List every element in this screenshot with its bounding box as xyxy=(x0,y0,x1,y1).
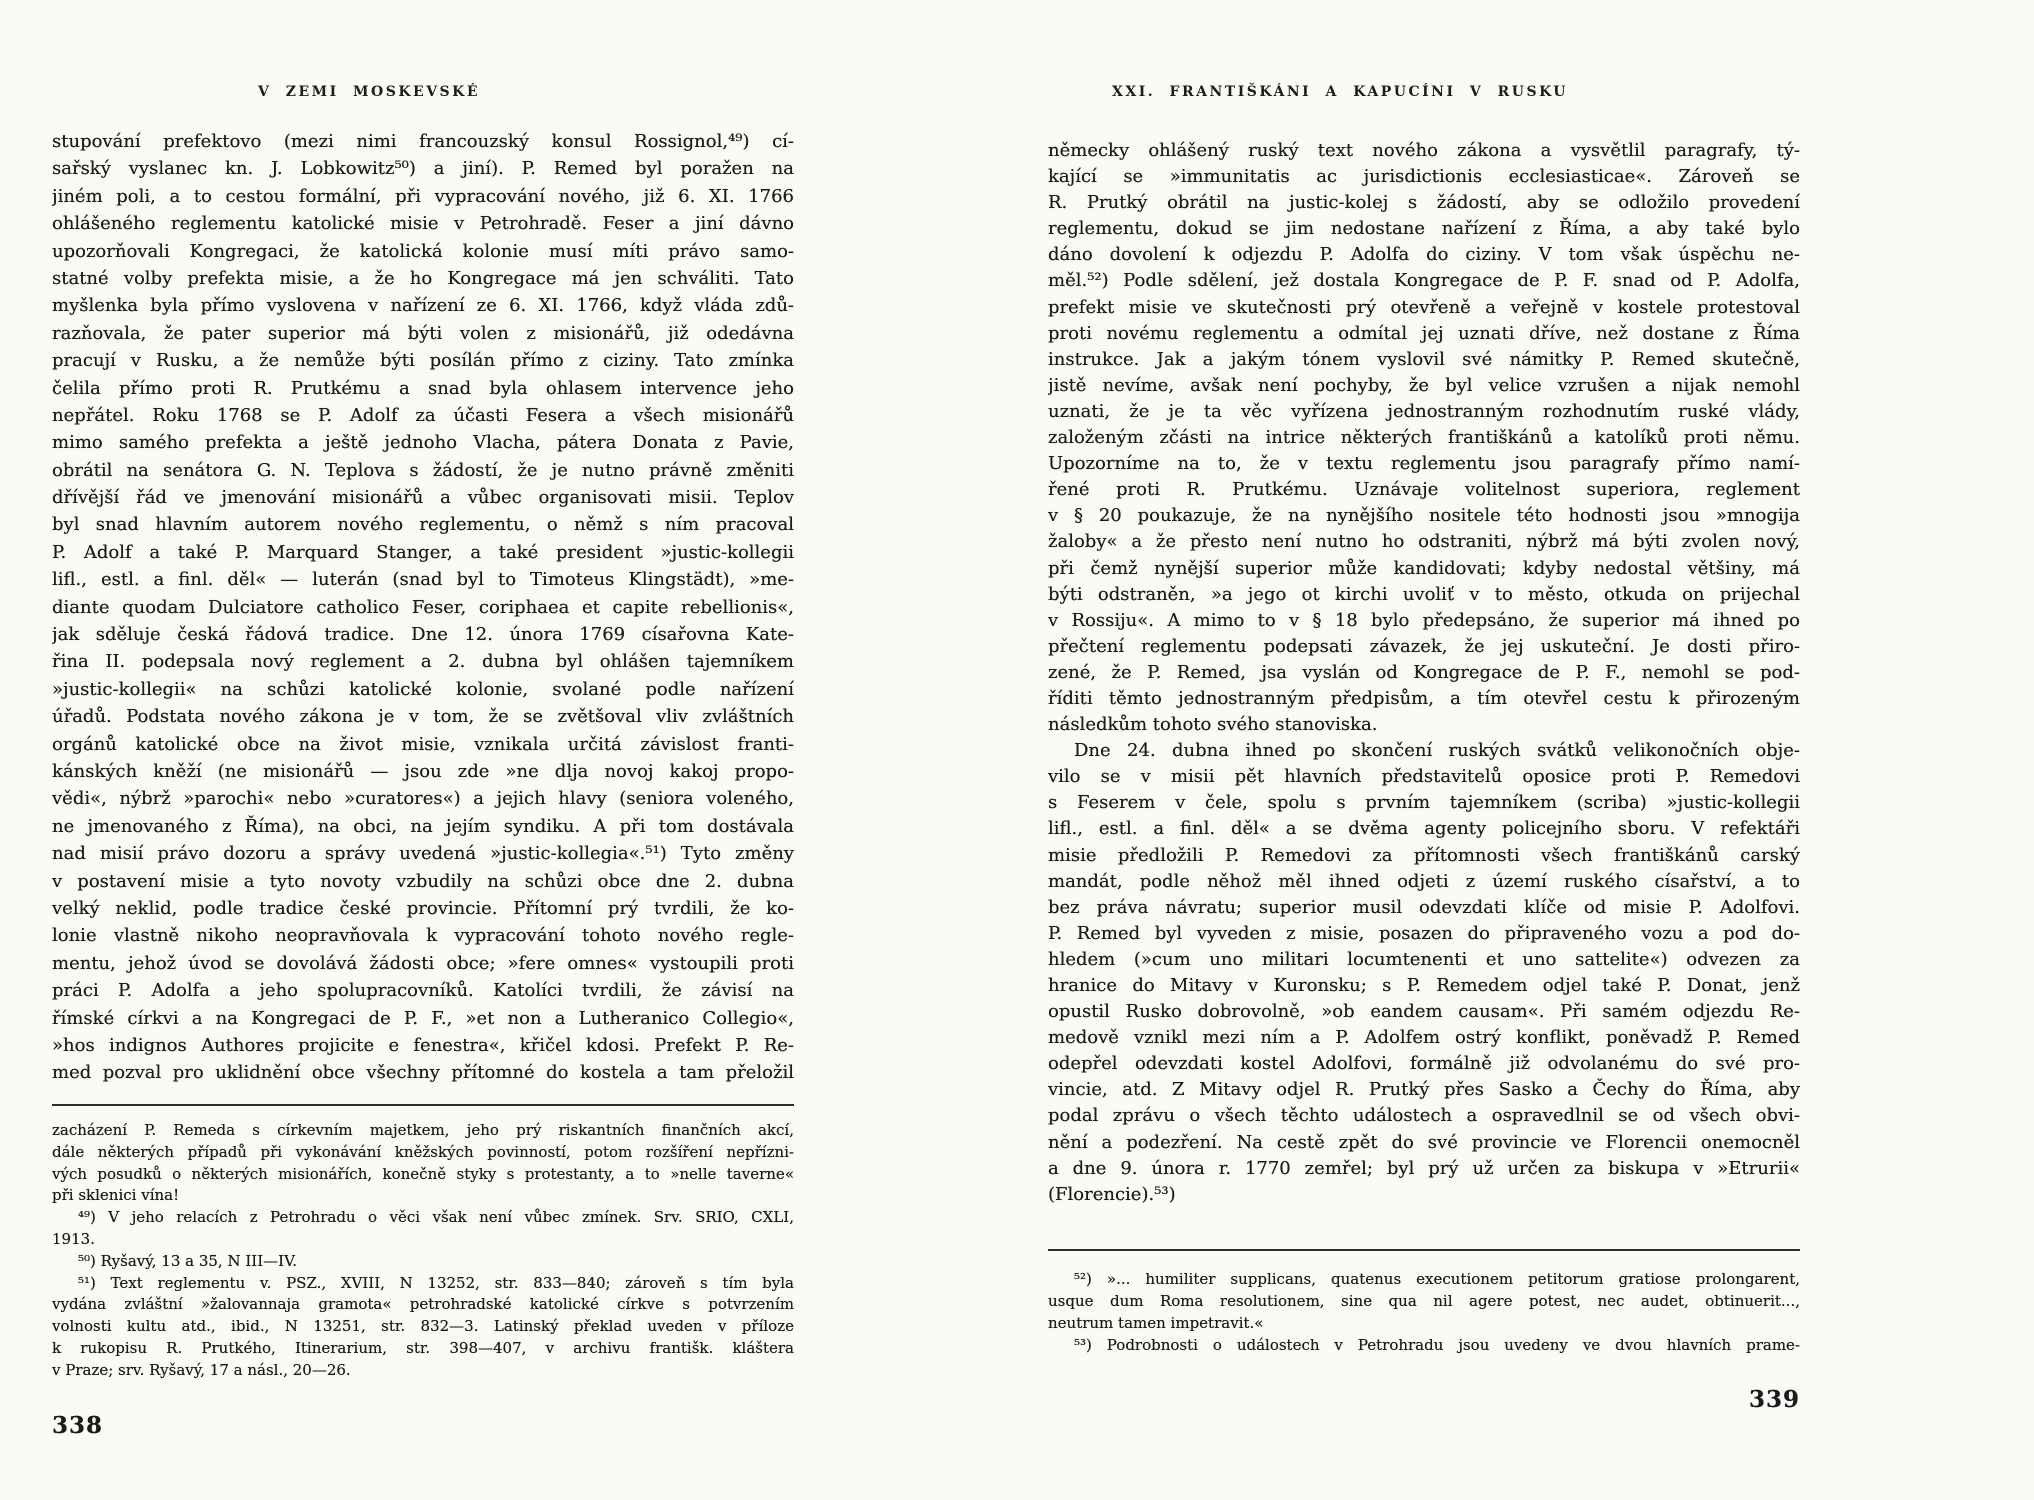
text-line: přečtení reglementu podepsati závazek, že jej uskuteční. Je dosti přiro- xyxy=(1048,635,1800,657)
right-page-number: 339 xyxy=(1748,1386,1800,1413)
text-line: práci P. Adolfa a jeho spolupracovníků. Katolíci tvrdili, že závisí na xyxy=(52,980,794,1002)
text-line: dále některých případů při vykonávání kněžských povinností, potom rozšíření nepřízni- xyxy=(52,1142,794,1161)
text-line: Upozorníme na to, že v textu reglementu jsou paragrafy přímo namí- xyxy=(1048,453,1800,475)
text-line: kánských kněží (ne misionářů — jsou zde »ne dlja novoj kakoj propo- xyxy=(52,760,794,782)
text-line: mentu, jehož úvod se dovolává žádosti obce; »fere omnes« vystoupili proti xyxy=(52,952,794,974)
text-line: kající se »immunitatis ac jurisdictionis ecclesiasticae«. Zároveň se xyxy=(1048,166,1800,188)
text-line: v Praze; srv. Ryšavý, 17 a násl., 20—26. xyxy=(52,1360,351,1379)
text-line: k rukopisu R. Prutkého, Itinerarium, str. 398—407, v archivu františk. kláštera xyxy=(52,1338,794,1357)
text-line: »hos indignos Authores projicite e fenestra«, křičel kdosi. Prefekt P. Re- xyxy=(52,1034,794,1056)
text-line: hledem (»cum uno militari locumtenenti et uno sattelite«) odvezen za xyxy=(1048,948,1800,970)
text-line: P. Remed byl vyveden z misie, posazen do připraveného vozu a pod do- xyxy=(1048,922,1800,944)
text-line: myšlenka byla přímo vyslovena v nařízení ze 6. XI. 1766, když vláda zdů- xyxy=(52,295,794,317)
right-footnotes xyxy=(1048,1268,1800,1356)
right-body-text xyxy=(1048,138,1800,1208)
text-line: řené proti R. Prutkému. Uznávaje volitelnost superiora, reglement xyxy=(1048,479,1800,501)
text-line: (Florencie).⁵³) xyxy=(1048,1183,1176,1205)
text-line: jiném poli, a to cestou formální, při vypracování nového, již 6. XI. 1766 xyxy=(52,185,794,207)
text-line: prefekt misie ve skutečnosti prý otevřeně a veřejně v kostele protestoval xyxy=(1048,296,1800,318)
text-line: odepřel odevzdati kostel Adolfovi, formálně již odvolanému do své pro- xyxy=(1048,1053,1800,1075)
text-line: úřadů. Podstata nového zákona je v tom, že se zvětšoval vliv zvláštních xyxy=(52,706,794,728)
text-line: proti novému reglementu a odmítal jej uznati dříve, než dostane z Říma xyxy=(1048,322,1800,344)
text-line: čelila přímo proti R. Prutkému a snad byla ohlasem intervence jeho xyxy=(52,377,794,399)
text-line: ⁵³) Podrobnosti o událostech v Petrohradu jsou uvedeny ve dvou hlavních prame- xyxy=(1074,1336,1800,1354)
text-line: vilo se v misii pět hlavních představitelů oposice proti P. Remedovi xyxy=(1048,766,1800,788)
text-line: při čemž nynější superior může kandidovati; kdyby nedostal většiny, má xyxy=(1048,557,1800,579)
left-page xyxy=(52,0,794,1500)
text-line: a dne 9. února r. 1770 zemřel; byl prý už určen za biskupa v »Etrurii« xyxy=(1048,1157,1800,1179)
text-line: dřívější řád ve jmenování misionářů a vůbec organisovati misii. Teplov xyxy=(52,487,794,509)
text-line: Dne 24. dubna ihned po skončení ruských svátků velikonočních obje- xyxy=(1074,740,1800,762)
text-line: R. Prutký obrátil na justic-kolej s žádostí, aby se odložilo provedení xyxy=(1048,192,1800,214)
text-line: obrátil na senátora G. N. Teplova s žádostí, že je nutno právně změniti xyxy=(52,459,794,481)
text-line: velký neklid, podle tradice české provincie. Přítomní prý tvrdili, že ko- xyxy=(52,897,794,919)
text-line: v Rossiju«. A mimo to v § 18 bylo předepsáno, že superior má ihned po xyxy=(1048,609,1800,631)
text-line: nad misií právo dozoru a správy uvedená »justic-kollegia«.⁵¹) Tyto změny xyxy=(52,843,794,865)
text-line: volnosti kultu atd., ibid., N 13251, str. 832—3. Latinský překlad uveden v příloze xyxy=(52,1317,794,1336)
text-line: zacházení P. Remeda s církevním majetkem, jeho prý riskantních finančních akcí, xyxy=(52,1121,794,1139)
right-footnote-rule xyxy=(1048,1249,1800,1251)
text-line: orgánů katolické obce na život misie, vznikala určitá závislost franti- xyxy=(52,733,794,755)
text-line: med pozval pro uklidnění obce všechny přítomné do kostela a tam přeložil xyxy=(52,1062,794,1084)
text-line: ⁵²) »... humiliter supplicans, quatenus executionem petitorum gratiose prolongarent, xyxy=(1074,1270,1800,1288)
text-line: sařský vyslanec kn. J. Lobkowitz⁵⁰) a jiní). P. Remed byl poražen na xyxy=(52,158,794,180)
text-line: následkům tohoto svého stanoviska. xyxy=(1048,714,1378,736)
text-line: v postavení misie a tyto novoty vzbudily na schůzi obce dne 2. dubna xyxy=(52,870,794,892)
text-line: misie předložili P. Remedovi za přítomnosti všech františkánů carský xyxy=(1048,844,1800,866)
text-line: lonie vlastně nikoho neopravňovala k vypracování tohoto nového regle- xyxy=(52,925,794,947)
text-line: neutrum tamen impetravit.« xyxy=(1048,1314,1264,1332)
text-line: hranice do Mitavy v Kuronsku; s P. Remedem odjel také P. Donat, jenž xyxy=(1048,975,1800,996)
text-line: uznati, že je ta věc vyřízena jednostranným rozhodnutím ruské vlády, xyxy=(1048,400,1800,422)
text-line: upozorňovali Kongregaci, že katolická kolonie musí míti právo samo- xyxy=(52,240,794,262)
text-line: diante quodam Dulciatore catholico Feser, coriphaea et capite rebellionis«, xyxy=(52,596,794,618)
text-line: »justic-kollegii« na schůzi katolické kolonie, svolané podle nařízení xyxy=(52,678,794,700)
text-line: instrukce. Jak a jakým tónem vyslovil své námitky P. Remed skutečně, xyxy=(1048,348,1800,370)
text-line: měl.⁵²) Podle sdělení, jež dostala Kongregace de P. F. snad od P. Adolfa, xyxy=(1048,270,1800,292)
text-line: opustil Rusko dobrovolně, »ob eandem causam«. Při samém odjezdu Re- xyxy=(1048,1001,1800,1023)
text-line: s Feserem v čele, spolu s prvním tajemníkem (scriba) »justic-kollegii xyxy=(1048,792,1800,814)
text-line: římské církvi a na Kongregaci de P. F., »et non a Lutheranico Collegio«, xyxy=(52,1007,794,1029)
text-line: ⁴⁹) V jeho relacích z Petrohradu o věci však není vůbec zmínek. Srv. SRIO, CXLI, xyxy=(78,1208,794,1227)
text-line: reglementu, dokud se jim nedostane nařízení z Říma, a aby také bylo xyxy=(1048,218,1800,240)
text-line: zené, že P. Remed, jsa vyslán od Kongregace de P. F., nemohl se pod- xyxy=(1048,661,1800,683)
text-line: ohlášeného reglementu katolické misie v Petrohradě. Feser a jiní dávno xyxy=(52,213,794,235)
left-footnotes xyxy=(52,1120,794,1382)
right-running-head: XXI. FRANTIŠKÁNI A KAPUCÍNI V RUSKU xyxy=(1112,84,1568,100)
text-line: bez práva návratu; superior musil odevzdati klíče od misie P. Adolfovi. xyxy=(1048,896,1800,918)
text-line: vých posudků o některých misionářích, konečně styky s protestanty, a to »nelle taverne« xyxy=(52,1164,794,1183)
left-body-text xyxy=(52,128,794,1087)
left-running-head: V ZEMI MOSKEVSKÉ xyxy=(258,84,480,100)
text-line: německy ohlášený ruský text nového zákona a vysvětlil paragrafy, tý- xyxy=(1048,140,1800,161)
text-line: vědi«, nýbrž »parochi« nebo »curatores«) a jejich hlavy (seniora voleného, xyxy=(52,788,794,810)
text-line: dáno dovolení k odjezdu P. Adolfa do ciziny. V tom však úspěchu ne- xyxy=(1048,244,1800,266)
text-line: řina II. podepsala nový reglement a 2. dubna byl ohlášen tajemníkem xyxy=(52,651,794,673)
text-line: mimo samého prefekta a ještě jednoho Vlacha, pátera Donata z Pavie, xyxy=(52,432,794,454)
text-line: v § 20 poukazuje, že na nynějšího nositele této hodnosti jsou »mnogija xyxy=(1048,505,1800,527)
text-line: razňovala, že pater superior má býti volen z misionářů, již odedávna xyxy=(52,322,794,344)
text-line: nění a podezření. Na cestě zpět do své provincie ve Florencii onemocněl xyxy=(1048,1131,1800,1153)
text-line: jak sděluje česká řádová tradice. Dne 12. února 1769 císařovna Kate- xyxy=(52,624,794,646)
text-line: ne jmenovaného z Říma), na obci, na jejím syndiku. A při tom dostávala xyxy=(52,815,794,837)
text-line: říditi těmto jednostranným předpisům, a tím otevřel cestu k přirozeným xyxy=(1048,687,1800,709)
text-line: žaloby« a že přesto není nutno ho odstraniti, nýbrž má býti zvolen nový, xyxy=(1048,531,1800,553)
text-line: nepřátel. Roku 1768 se P. Adolf za účasti Fesera a všech misionářů xyxy=(52,404,794,426)
text-line: mandát, podle něhož měl ihned odjeti z území ruského císařství, a to xyxy=(1048,870,1800,892)
text-line: 1913. xyxy=(52,1229,95,1248)
text-line: lifl., estl. a finl. děl« — luterán (snad byl to Timoteus Klingstädt), »me- xyxy=(52,569,794,591)
text-line: vincie, atd. Z Mitavy odjel R. Prutký přes Sasko a Čechy do Říma, aby xyxy=(1048,1079,1800,1101)
text-line: statné volby prefekta misie, a že ho Kongregace má jen schváliti. Tato xyxy=(52,267,794,289)
text-line: usque dum Roma resolutionem, sine qua nil agere potest, nec audet, obtinuerit..., xyxy=(1048,1292,1800,1310)
text-line: lifl., estl. a finl. děl« a se dvěma agenty policejního sboru. V refektáři xyxy=(1048,818,1800,840)
text-line: při sklenici vína! xyxy=(52,1186,180,1205)
text-line: jistě nevíme, avšak není pochyby, že byl velice vzrušen a nijak nemohl xyxy=(1048,374,1800,396)
text-line: byl snad hlavním autorem nového reglementu, o němž s ním pracoval xyxy=(52,514,794,536)
text-line: ⁵⁰) Ryšavý, 13 a 35, N III—IV. xyxy=(78,1251,298,1270)
text-line: stupování prefektovo (mezi nimi francouzský konsul Rossignol,⁴⁹) cí- xyxy=(52,131,794,152)
left-footnote-rule xyxy=(52,1104,794,1106)
text-line: medově vznikl mezi ním a P. Adolfem ostrý konflikt, poněvadž P. Remed xyxy=(1048,1027,1800,1049)
text-line: vydána zvláštní »žalovannaja gramota« petrohradské katolické církve s potvrzením xyxy=(52,1295,794,1314)
text-line: pracují v Rusku, a že nemůže býti posílán přímo z ciziny. Tato zmínka xyxy=(52,350,794,372)
text-line: založeným zčásti na intrice některých františkánů a katolíků proti němu. xyxy=(1048,427,1800,449)
text-line: P. Adolf a také P. Marquard Stanger, a také president »justic-kollegii xyxy=(52,541,794,563)
text-line: býti odstraněn, »a jego ot kirchi uvoliť v to město, otkuda on prijechal xyxy=(1048,583,1800,605)
text-line: ⁵¹) Text reglementu v. PSZ., XVIII, N 13252, str. 833—840; zároveň s tím byla xyxy=(78,1273,794,1292)
right-page xyxy=(1048,0,1800,1500)
text-line: podal zprávu o všech těchto událostech a ospravedlnil se od všech obvi- xyxy=(1048,1105,1800,1127)
left-page-number: 338 xyxy=(52,1412,104,1439)
